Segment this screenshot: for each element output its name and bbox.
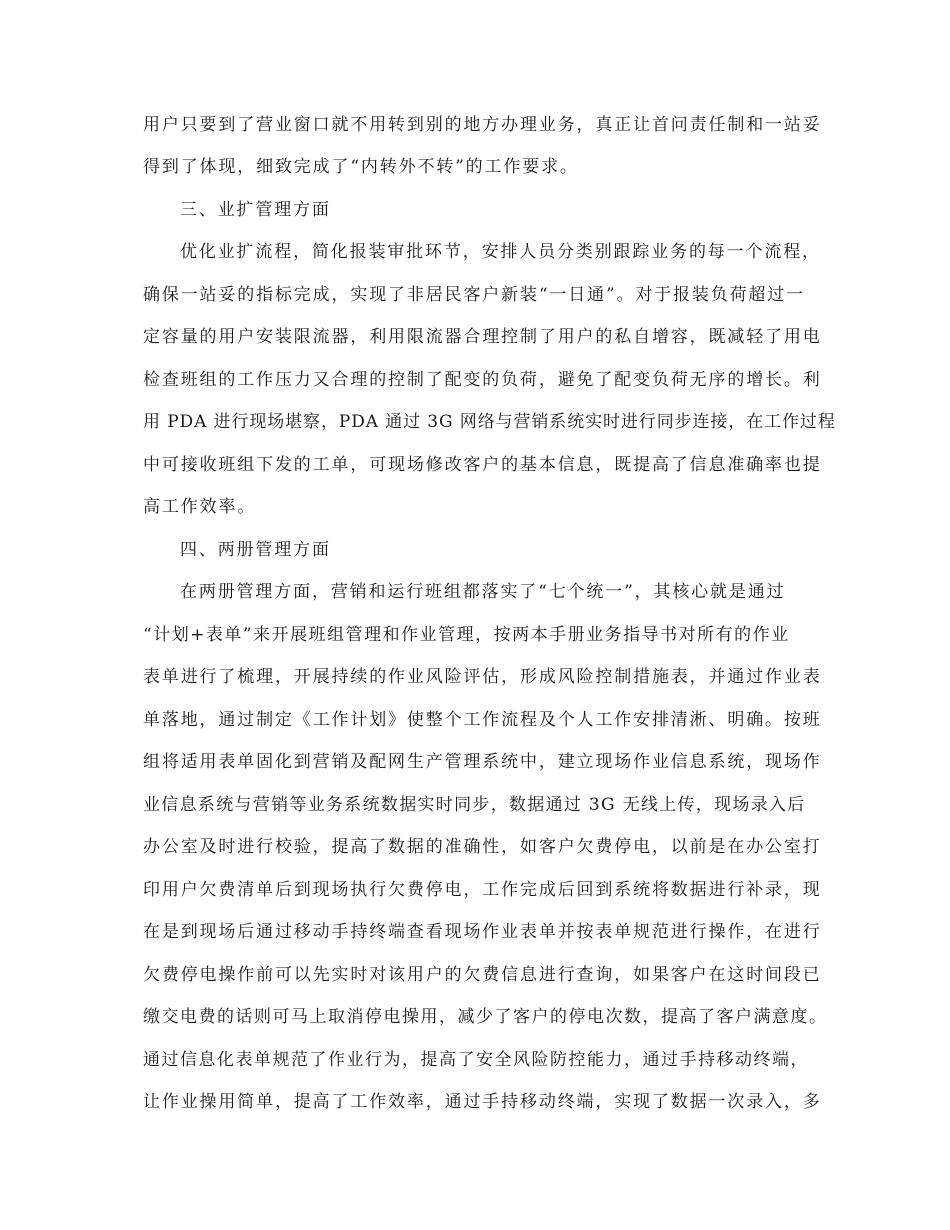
paragraph-line: 定容量的用户安装限流器，利用限流器合理控制了用户的私自增容，既减轻了用电	[143, 327, 822, 347]
paragraph-line: 欠费停电操作前可以先实时对该用户的欠费信息进行查询，如果客户在这时间段已	[143, 965, 822, 985]
paragraph-line: 办公室及时进行校验，提高了数据的准确性，如客户欠费停电，以前是在办公室打	[143, 837, 822, 857]
paragraph-line: “计划+表单”来开展班组管理和作业管理，按两本手册业务指导书对所有的作业	[143, 625, 790, 645]
paragraph-line: 表单进行了梳理，开展持续的作业风险评估，形成风险控制措施表，并通过作业表	[143, 667, 822, 687]
paragraph-line: 用户只要到了营业窗口就不用转到别的地方办理业务，真正让首问责任制和一站妥	[143, 115, 822, 135]
paragraph-line: 印用户欠费清单后到现场执行欠费停电，工作完成后回到系统将数据进行补录，现	[143, 880, 822, 900]
paragraph-line: 优化业扩流程，简化报装审批环节，安排人员分类别跟踪业务的每一个流程，	[180, 242, 821, 262]
paragraph-line: 用 PDA 进行现场堪察，PDA 通过 3G 网络与营销系统实时进行同步连接，在工作过程	[143, 412, 836, 432]
section-heading: 四、两册管理方面	[180, 540, 331, 560]
paragraph-line: 得到了体现，细致完成了“内转外不转”的工作要求。	[143, 157, 579, 177]
paragraph-line: 高工作效率。	[143, 497, 257, 517]
paragraph-line: 确保一站妥的指标完成，实现了非居民客户新装“一日通”。对于报装负荷超过一	[143, 285, 805, 305]
paragraph-line: 让作业操用简单，提高了工作效率，通过手持移动终端，实现了数据一次录入，多	[143, 1092, 822, 1112]
paragraph-line: 在两册管理方面，营销和运行班组都落实了“七个统一”，其核心就是通过	[180, 582, 786, 602]
paragraph-line: 通过信息化表单规范了作业行为，提高了安全风险防控能力，通过手持移动终端，	[143, 1050, 809, 1070]
section-heading: 三、业扩管理方面	[180, 200, 331, 220]
paragraph-line: 单落地，通过制定《工作计划》使整个工作流程及个人工作安排清淅、明确。按班	[143, 710, 822, 730]
paragraph-line: 中可接收班组下发的工单，可现场修改客户的基本信息，既提高了信息准确率也提	[143, 455, 822, 475]
paragraph-line: 检查班组的工作压力又合理的控制了配变的负荷，避免了配变负荷无序的增长。利	[143, 370, 822, 390]
paragraph-line: 缴交电费的话则可马上取消停电操用，减少了客户的停电次数，提高了客户满意度。	[143, 1007, 828, 1027]
paragraph-line: 在是到现场后通过移动手持终端查看现场作业表单并按表单规范进行操作，在进行	[143, 922, 822, 942]
paragraph-line: 组将适用表单固化到营销及配网生产管理系统中，建立现场作业信息系统，现场作	[143, 752, 822, 772]
paragraph-line: 业信息系统与营销等业务系统数据实时同步，数据通过 3G 无线上传，现场录入后	[143, 795, 806, 815]
